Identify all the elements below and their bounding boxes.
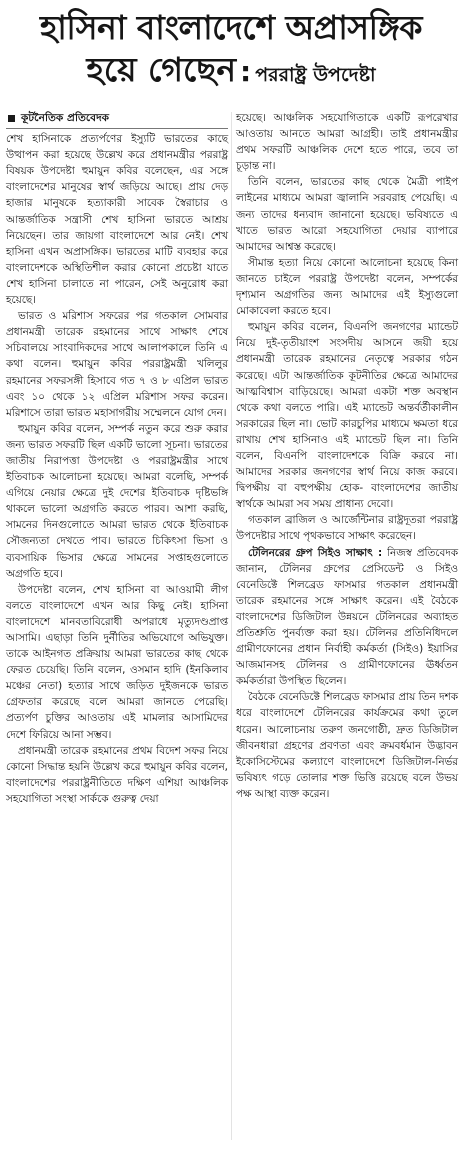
- headline-source: পররাষ্ট্র উপদেষ্টা: [255, 64, 376, 86]
- paragraph: হয়েছে। আঞ্চলিক সহযোগিতাকে একটি রূপরেখার আওতায় আনতে আমরা আগ্রহী। তাই প্রধানমন্ত্রীর প্রথম সফরটি আঞ্চলিক দেশে হতে পারে, তবে তা চূড়ান্ত না।: [236, 112, 458, 173]
- telenor-subhead: টেলিনরের গ্রুপ সিইও সাক্ষাৎ :: [248, 546, 383, 559]
- telenor-text: নিজস্ব প্রতিবেদক জানান, টেলিনর গ্রুপের প্রেসিডেন্ট ও সিইও বেনেডিক্টে শিলব্রেড ফাসমার গতকাল প্রধানমন্ত্রী তারেক রহমানের সঙ্গে সাক্ষাৎ করেন। এই বৈঠকে বাংলাদেশের ডিজিটাল উন্নয়নে টেলিনরের অব্যাহত প্রতিশ্রুতি পুনর্ব্যক্ত করা হয়। টেলিনর প্রতিনিধিদলে গ্রামীণফোনের প্রধান নির্বাহী কর্মকর্তা (সিইও) ইয়াসির আজমানসহ টেলিনর ও গ্রামীণফোনের ঊর্ধ্বতন কর্মকর্তারা উপস্থিত ছিলেন।: [236, 546, 458, 688]
- headline-line-1: হাসিনা বাংলাদেশে অপ্রাসঙ্গিক: [39, 8, 423, 47]
- left-column: [6, 110, 228, 807]
- byline: [6, 110, 228, 126]
- paragraph: শেখ হাসিনাকে প্রত্যর্পণের ইস্যুটি ভারতের কাছে উত্থাপন করা হয়েছে উল্লেখ করে প্রধানমন্ত্রীর পররাষ্ট্র বিষয়ক উপদেষ্টা হুমায়ুন কবির বলেছেন, এর সঙ্গে বাংলাদেশের মানুষের স্বার্থ জড়িয়ে আছে। প্রায় দেড় হাজার মানুষকে হত্যাকারী সাবেক স্বৈরাচার ও আন্তর্জাতিক সন্ত্রাসী শেখ হাসিনা ভারতে আশ্রয় নিয়েছেন। তার জায়গা বাংলাদেশে আর নেই। শেখ হাসিনা এখন অপ্রাসঙ্গিক। ভারতের মাটি ব্যবহার করে বাংলাদেশকে অস্থিতিশীল করার কোনো প্রচেষ্টা যাতে শেখ হাসিনা চালাতে না পারেন, সেই অনুরোধ করা হয়েছে।: [6, 133, 228, 307]
- headline-main: হয়ে গেছেন: [86, 50, 237, 89]
- paragraph: হুমায়ুন কবির বলেন, সম্পর্ক নতুন করে শুরু করার জন্য ভারত সফরটি ছিল একটি ভালো সূচনা। ভারতের জাতীয় নিরাপত্তা উপদেষ্টা ও পররাষ্ট্রমন্ত্রীর সাথে ইতিবাচক আলোচনা হয়েছে। আমরা বলেছি, সম্পর্ক এগিয়ে নেয়ার ক্ষেত্রে দুই দেশের ইতিবাচক দৃষ্টিভঙ্গি থাকলে ভালো অগ্রগতি করতে পারব। আশা করছি, সামনের দিনগুলোতে আমরা ভারত থেকে ইতিবাচক সৌজন্যতা দেখতে পাব। ভারতে চিকিৎসা ভিসা ও ব্যবসায়িক ভিসার ক্ষেত্রে সামনের সপ্তাহগুলোতে অগ্রগতি হবে।: [6, 422, 228, 580]
- paragraph: গতকাল ব্রাজিল ও আর্জেন্টিনার রাষ্ট্রদূতরা পররাষ্ট্র উপদেষ্টার সাথে পৃথকভাবে সাক্ষাৎ করেছেন।: [236, 514, 458, 543]
- paragraph: হুমায়ুন কবির বলেন, বিএনপি জনগণের ম্যান্ডেট নিয়ে দুই-তৃতীয়াংশ সংসদীয় আসনে জয়ী হয়ে প্রধানমন্ত্রী তারেক রহমানের নেতৃত্বে সরকার গঠন করেছে। এটা আন্তর্জাতিক কূটনীতির ক্ষেত্রে আমাদের আত্মবিশ্বাস বাড়িয়েছে। আমরা একটা শক্ত অবস্থান থেকে কথা বলতে পারি। এই ম্যান্ডেট অন্তর্বর্তীকালীন সরকারের ছিল না। ভোট কারচুপির মাধ্যমে ক্ষমতা ধরে রাখায় শেখ হাসিনাও এই ম্যান্ডেট ছিল না। তিনি বলেন, বিএনপি বাংলাদেশকে বিক্রি করবে না। আমাদের সরকার জনগণের স্বার্থ নিয়ে কাজ করবে। দ্বিপক্ষীয় বা বহুপক্ষীয় হোক- বাংলাদেশের জাতীয় স্বার্থকে আমরা সব সময় প্রাধান্য দেবো।: [236, 321, 458, 511]
- byline-rule: [6, 128, 228, 129]
- paragraph: তিনি বলেন, ভারতের কাছ থেকে মৈত্রী পাইপ লাইনের মাধ্যমে আমরা জ্বালানি সরবরাহ পেয়েছি। এ জন্য তাদের ধন্যবাদ জানানো হয়েছে। ভবিষ্যতে এ খাতে ভারত আরো সহযোগিতা দেয়ার ব্যাপারে আমাদের আশ্বস্ত করেছে।: [236, 176, 458, 253]
- paragraph: প্রধানমন্ত্রী তারেক রহমানের প্রথম বিদেশ সফর নিয়ে কোনো সিদ্ধান্ত হয়নি উল্লেখ করে হুমায়ুন কবির বলেন, বাংলাদেশের পররাষ্ট্রনীতিতে দক্ষিণ এশিয়া আঞ্চলিক সহযোগিতা সংস্থা সার্ককে গুরুত্ব দেয়া: [6, 744, 228, 805]
- right-column: [236, 110, 458, 802]
- byline-text: কূটনৈতিক প্রতিবেদক: [21, 112, 110, 124]
- telenor-paragraph: [236, 545, 458, 690]
- byline-bullet-icon: [8, 115, 15, 122]
- paragraph: ভারত ও মরিশাস সফরের পর গতকাল সোমবার প্রধানমন্ত্রী তারেক রহমানের সাথে সাক্ষাৎ শেষে সচিবালয়ে সাংবাদিকদের সাথে আলাপকালে তিনি এ কথা বলেন। হুমায়ুন কবির পররাষ্ট্রমন্ত্রী খলিলুর রহমানের সফরসঙ্গী হিসাবে গত ৭ ও ৮ এপ্রিল ভারত এবং ১০ থেকে ১২ এপ্রিল মরিশাস সফর করেন। মরিশাসে তারা ভারত মহাসাগরীয় সম্মেলনে যোগ দেন।: [6, 310, 228, 419]
- paragraph: সীমান্ত হত্যা নিয়ে কোনো আলোচনা হয়েছে কিনা জানতে চাইলে পররাষ্ট্র উপদেষ্টা বলেন, সম্পর্কের দৃশ্যমান অগ্রগতির জন্য আমাদের এই ইস্যুগুলো মোকাবেলা করতে হবে।: [236, 256, 458, 318]
- paragraph: উপদেষ্টা বলেন, শেখ হাসিনা বা আওয়ামী লীগ বলতে বাংলাদেশে এখন আর কিছু নেই। হাসিনা বাংলাদেশে মানবতাবিরোধী অপরাধে মৃত্যুদণ্ডপ্রাপ্ত আসামি। এছাড়া তিনি দুর্নীতির অভিযোগে অভিযুক্ত। তাকে আইনগত প্রক্রিয়ায় আমরা ভারতের কাছ থেকে ফেরত চেয়েছি। তিনি বলেন, ওসমান হাদি (ইনকিলাব মঞ্চের নেতা) হত্যার সাথে জড়িত দুইজনকে ভারত গ্রেফতার করেছে বলে আমরা জানতে পেরেছি। প্রত্যর্পণ চুক্তির আওতায় এই মামলার আসামিদের দেশে ফিরিয়ে আনা সম্ভব।: [6, 583, 228, 741]
- paragraph: বৈঠকে বেনেডিক্টে শিলব্রেড ফাসমার প্রায় তিন দশক ধরে বাংলাদেশে টেলিনরের কার্যক্রমের কথা তুলে ধরেন। আলোচনায় তরুণ জনগোষ্ঠী, দ্রুত ডিজিটাল জীবনধারা গ্রহণের প্রবণতা এবং ক্রমবর্ধমান উদ্ভাবন ইকোসিস্টেমের কল্যাণে বাংলাদেশে ডিজিটাল-নির্ভর ভবিষ্যৎ গড়ে তোলার শক্ত ভিত্তি রয়েছে বলে উভয় পক্ষ আস্থা ব্যক্ত করেন।: [236, 691, 458, 800]
- headline-line-2: [0, 48, 462, 98]
- column-divider: [231, 112, 232, 1140]
- headline-colon: :: [240, 55, 252, 88]
